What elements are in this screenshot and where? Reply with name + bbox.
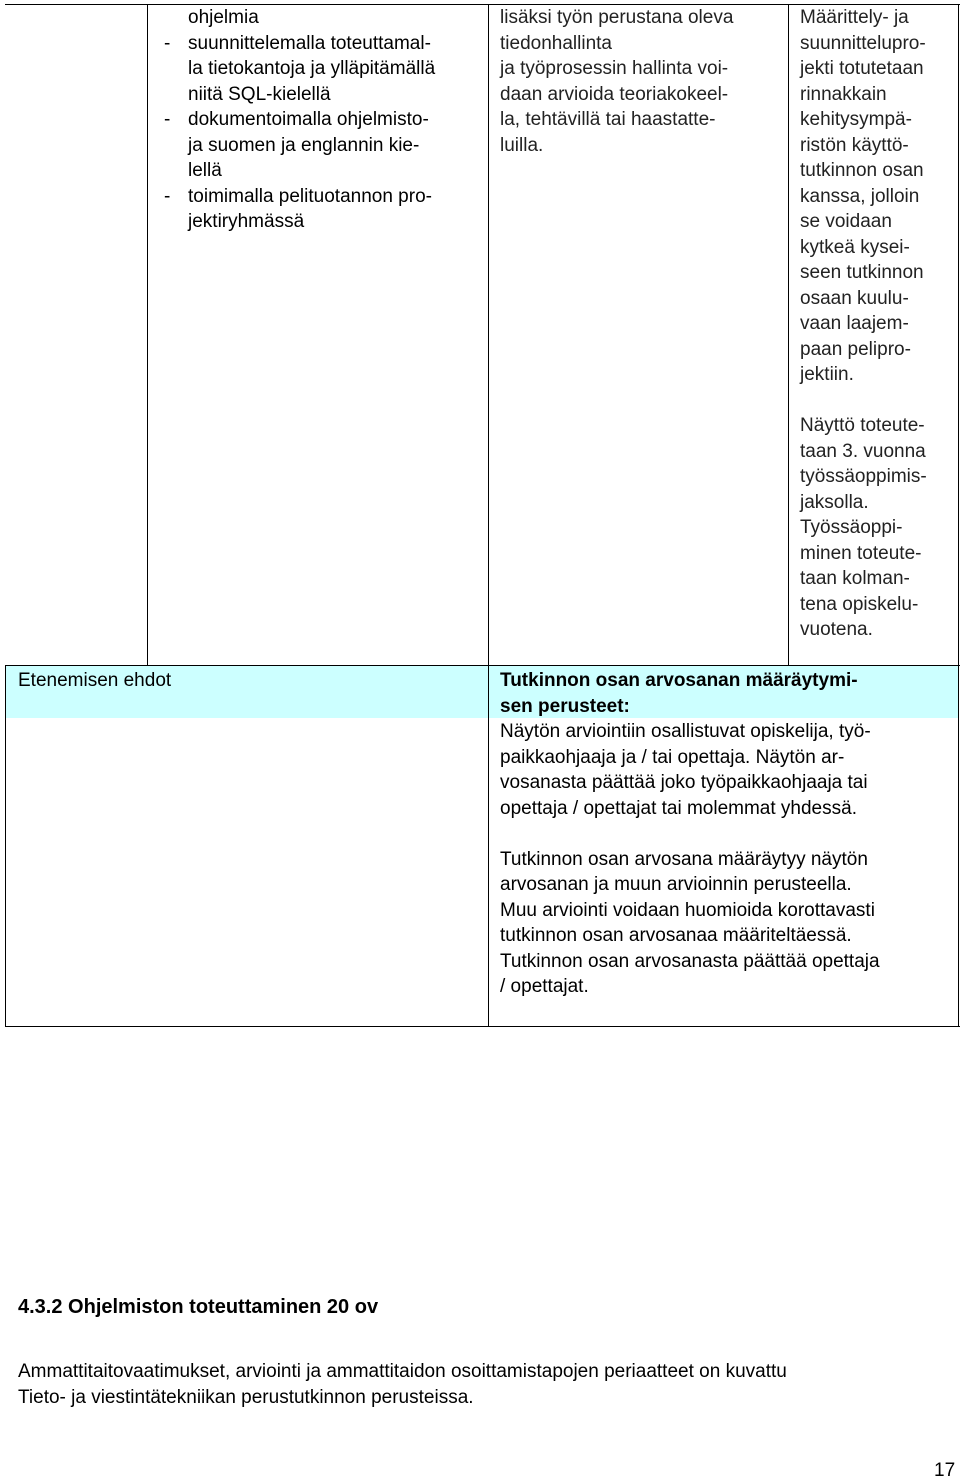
col2-line: ja työprosessin hallinta voi-	[500, 58, 729, 79]
table-border-col3-left	[788, 4, 789, 666]
col3-line: työssäoppimis-	[800, 466, 927, 487]
col2-line: luilla.	[500, 134, 544, 156]
arvosana-para1-line: vosanasta päättää joko työpaikkaohjaaja tai	[500, 772, 868, 793]
arvosana-para2-line: Muu arviointi voidaan huomioida korottavasti	[500, 899, 875, 921]
col1-line: - toimimalla pelituotannon pro-	[164, 185, 432, 207]
col3-line: paan pelipro-	[800, 338, 911, 360]
section-heading: 4.3.2 Ohjelmiston toteuttaminen 20 ov	[18, 1296, 379, 1318]
etenemisen-ehdot-label: Etenemisen ehdot	[18, 670, 172, 691]
col3-line: suunnittelupro-	[800, 32, 926, 54]
col3-line: kanssa, jolloin	[800, 185, 920, 207]
col3-line: kehitysympä-	[800, 109, 912, 130]
col1-line: ja suomen ja englannin kie-	[188, 134, 420, 156]
col3-line: minen toteute-	[800, 542, 922, 564]
top-row-col3-para2	[800, 413, 927, 643]
col3-line: se voidaan	[800, 211, 892, 232]
section-body-line: Ammattitaitovaatimukset, arviointi ja ammattitaidon osoittamistapojen periaatteet on kuvattu	[18, 1361, 787, 1382]
col3-line: Näyttö toteute-	[800, 415, 925, 436]
col3-line: tena opiskelu-	[800, 593, 919, 615]
arvosana-cell	[500, 668, 880, 1000]
arvosana-para2-line: arvosanan ja muun arvioinnin perusteella.	[500, 874, 852, 895]
arvosana-para2-line: Tutkinnon osan arvosana määräytyy näytön	[500, 848, 868, 870]
col3-line: osaan kuulu-	[800, 287, 909, 309]
col3-line: Määrittely- ja	[800, 7, 909, 28]
col1-line: lellä	[188, 160, 222, 181]
col3-line: vuotena.	[800, 619, 873, 640]
col3-line: Työssäoppi-	[800, 517, 903, 538]
col3-line: jekti totutetaan	[800, 58, 924, 79]
col3-line: seen tutkinnon	[800, 262, 924, 283]
top-row-col3-para1	[800, 5, 926, 388]
col1-line: la tietokantoja ja ylläpitämällä	[188, 58, 436, 79]
top-row-col1-cell	[164, 5, 435, 235]
section-body	[18, 1359, 787, 1410]
col1-line: jektiryhmässä	[188, 211, 305, 232]
arvosana-para2-line: Tutkinnon osan arvosanasta päättää opettaja	[500, 950, 880, 972]
table-border-right	[958, 4, 959, 1027]
arvosana-heading-line: Tutkinnon osan arvosanan määräytymi-	[500, 670, 858, 691]
col3-line: ristön käyttö-	[800, 134, 909, 156]
col3-line: jektiin.	[800, 364, 854, 385]
arvosana-heading-line: sen perusteet:	[500, 695, 630, 717]
col3-line: kytkeä kysei-	[800, 236, 910, 258]
col3-line: jaksolla.	[800, 491, 869, 513]
top-row-col2-cell	[500, 5, 733, 158]
col1-line: - suunnittelemalla toteuttamal-	[164, 32, 431, 54]
col2-line: tiedonhallinta	[500, 32, 612, 54]
arvosana-para2-line: / opettajat.	[500, 976, 589, 997]
paragraph-gap	[500, 821, 880, 847]
arvosana-para2-line: tutkinnon osan arvosanaa määriteltäessä.	[500, 925, 852, 946]
page-number: 17	[934, 1460, 956, 1481]
arvosana-para1-line: Näytön arviointiin osallistuvat opiskelija, työ-	[500, 721, 871, 742]
col1-line: ohjelmia	[188, 7, 259, 28]
table-border-left-upper	[147, 4, 148, 666]
table-border-col2-left	[488, 4, 489, 1027]
col3-line: tutkinnon osan	[800, 160, 924, 181]
col3-line: taan kolman-	[800, 568, 910, 589]
section-body-line: Tieto- ja viestintätekniikan perustutkinnon perusteissa.	[18, 1386, 474, 1408]
col2-line: daan arvioida teoriakokeel-	[500, 83, 729, 105]
table-border-left-lower	[5, 665, 6, 1027]
col2-line: la, tehtävillä tai haastatte-	[500, 109, 716, 130]
col3-line: taan 3. vuonna	[800, 440, 926, 462]
col2-line: lisäksi työn perustana oleva	[500, 7, 734, 28]
col1-line: niitä SQL-kielellä	[188, 83, 331, 105]
arvosana-para1-line: opettaja / opettajat tai molemmat yhdessä.	[500, 797, 857, 819]
col3-line: vaan laajem-	[800, 313, 909, 334]
table-border-bottom	[5, 1026, 960, 1027]
col1-line: - dokumentoimalla ohjelmisto-	[164, 109, 429, 130]
arvosana-para1-line: paikkaohjaaja ja / tai opettaja. Näytön ar-	[500, 746, 845, 768]
col3-line: rinnakkain	[800, 83, 887, 105]
